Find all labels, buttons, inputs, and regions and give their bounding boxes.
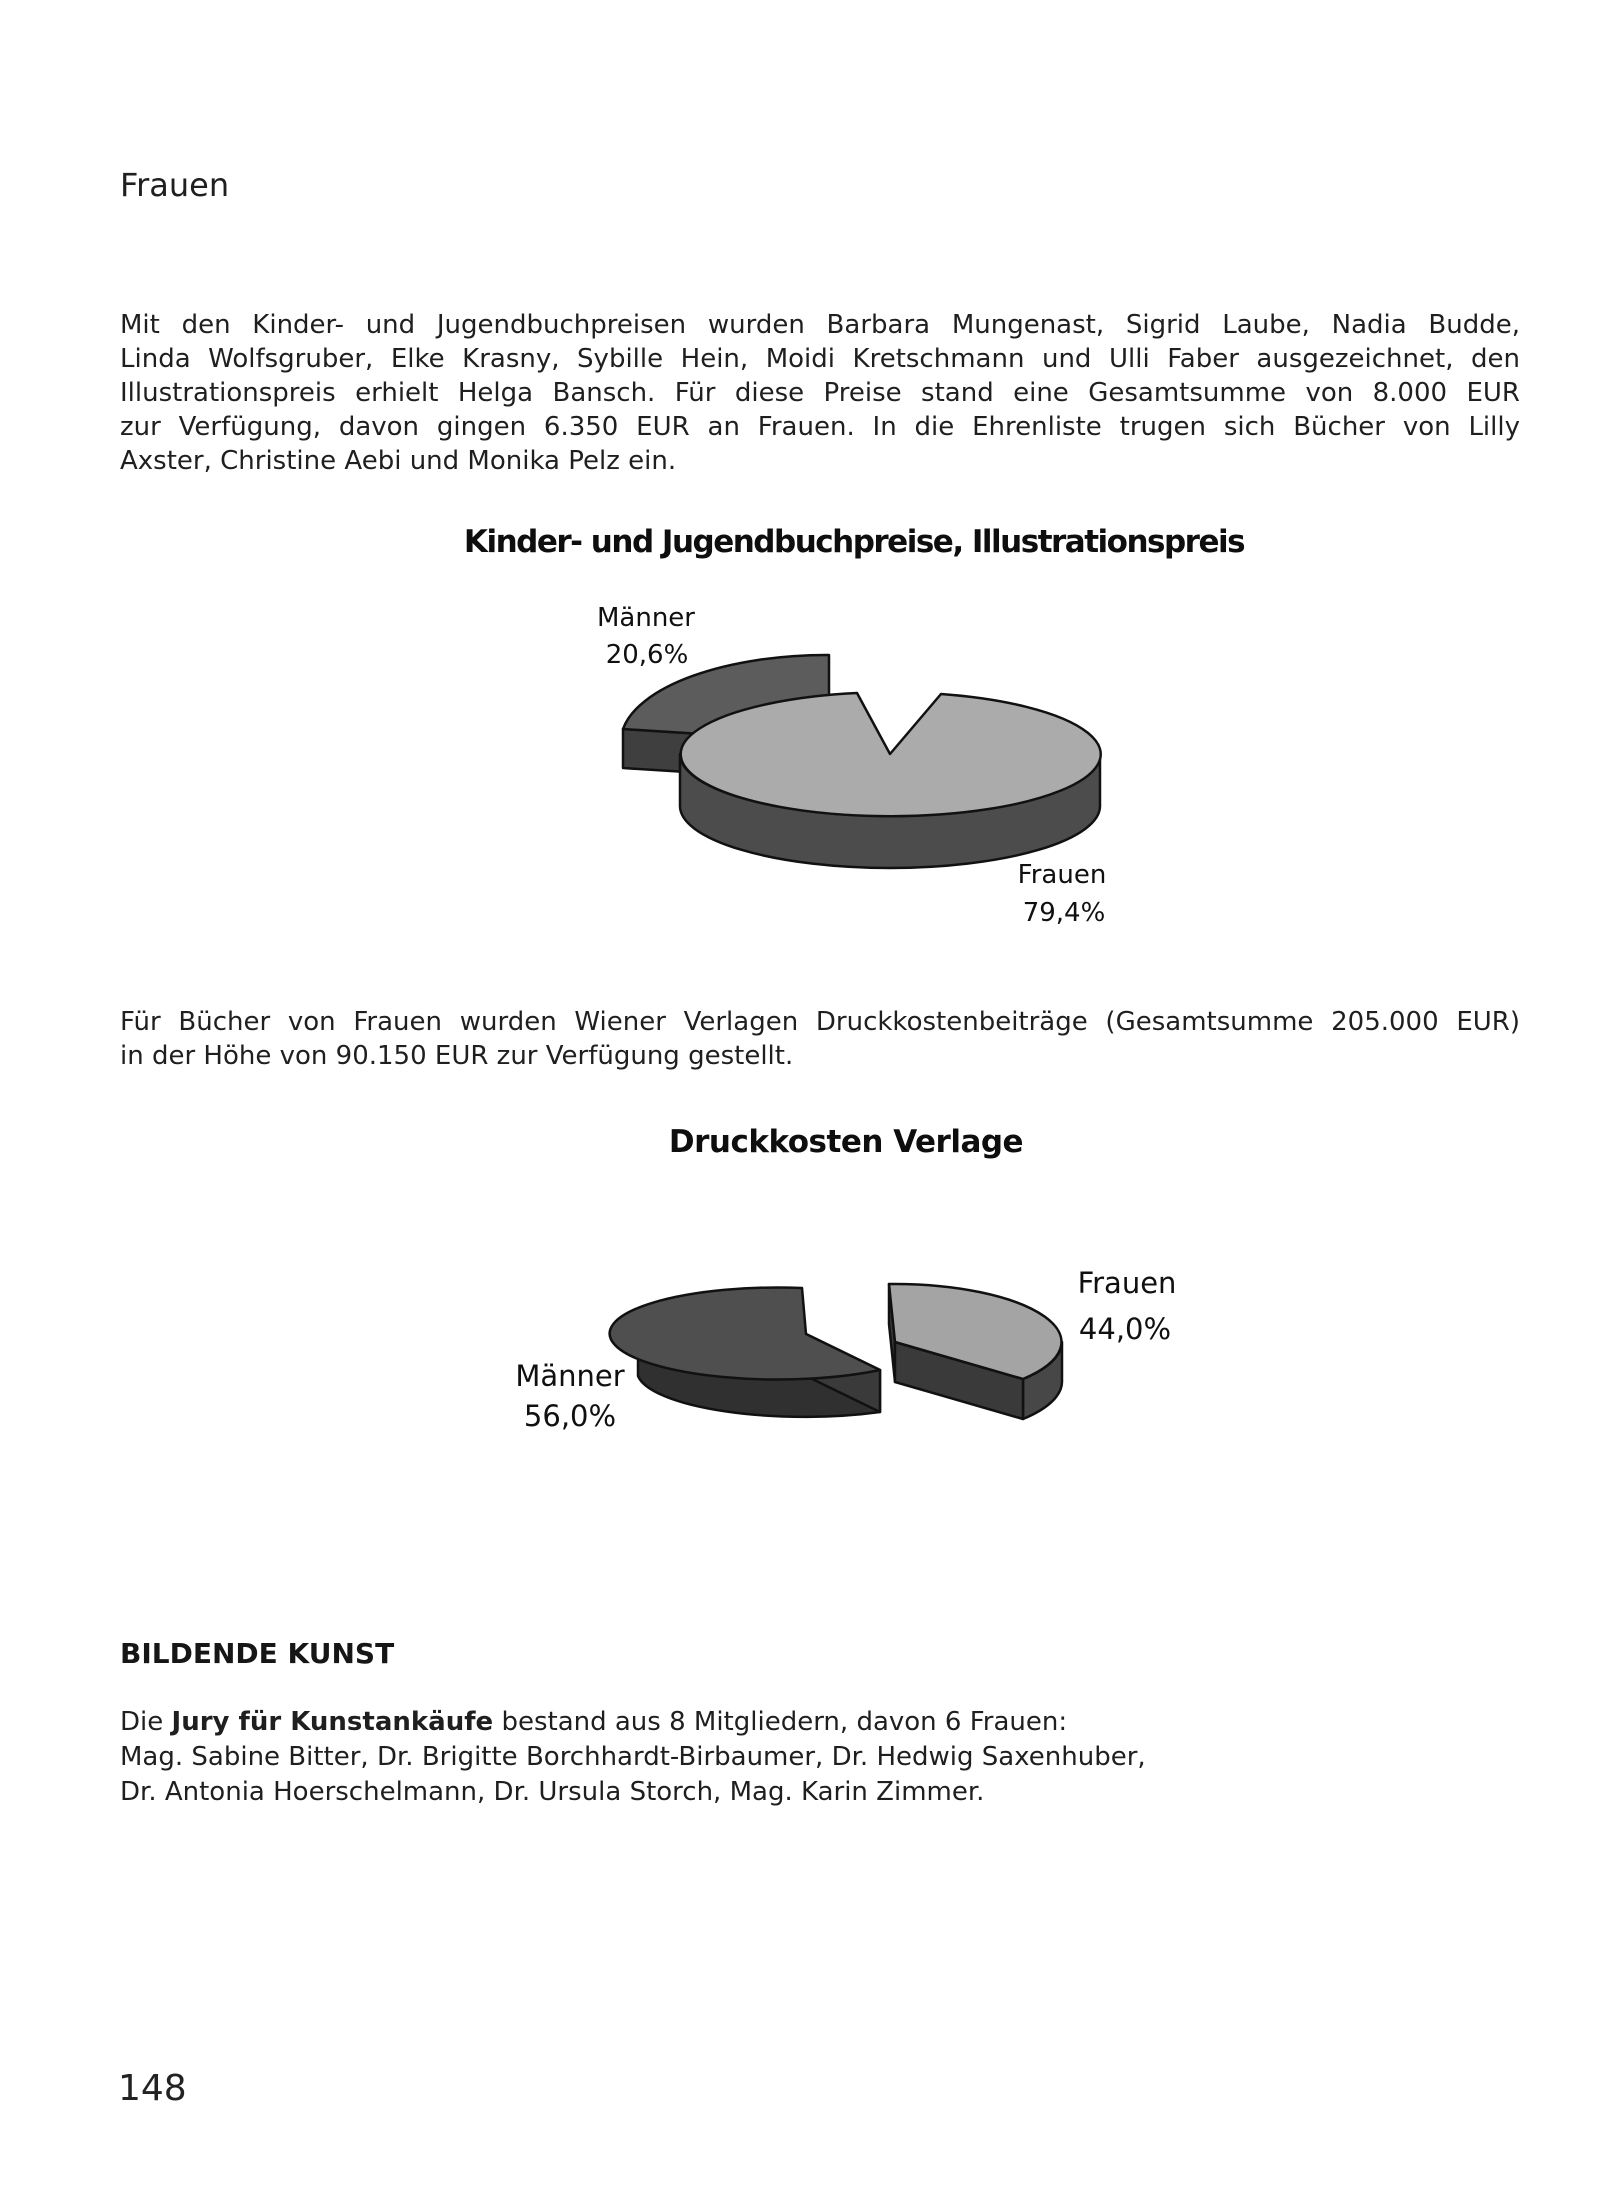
- chart1-maenner-label: Männer: [596, 603, 695, 633]
- jury-intro-prefix: Die: [120, 1707, 172, 1737]
- paragraph-line: zur Verfügung, davon gingen 6.350 EUR an Frauen. In die Ehrenliste trugen sich Bücher von Lilly: [120, 412, 1520, 442]
- chart1-maenner-value: 20,6%: [605, 640, 689, 670]
- chart2-maenner-value: 56,0%: [523, 1399, 617, 1433]
- paragraph-line: Mag. Sabine Bitter, Dr. Brigitte Borchhardt-Birbaumer, Dr. Hedwig Saxenhuber,: [120, 1742, 1146, 1772]
- paragraph-awards: [120, 308, 1520, 478]
- chart1-frauen-slice-top: [681, 693, 1101, 816]
- chart1-frauen-label: Frauen: [1017, 860, 1107, 890]
- chart1-frauen-value: 79,4%: [1022, 898, 1106, 928]
- chart2-title: Druckkosten Verlage: [668, 1124, 1024, 1160]
- paragraph-line: Linda Wolfsgruber, Elke Krasny, Sybille Hein, Moidi Kretschmann und Ulli Faber ausgezeichnet, den: [120, 344, 1520, 374]
- paragraph-printing-costs: [120, 1005, 1520, 1073]
- paragraph-line: Für Bücher von Frauen wurden Wiener Verlagen Druckkostenbeiträge (Gesamtsumme 205.000 EUR): [120, 1007, 1520, 1037]
- chart2-frauen-label: Frauen: [1077, 1266, 1177, 1300]
- jury-intro-suffix: bestand aus 8 Mitgliedern, davon 6 Frauen:: [493, 1707, 1068, 1737]
- jury-intro-bold: Jury für Kunstankäufe: [171, 1707, 494, 1737]
- paragraph-line: Axster, Christine Aebi und Monika Pelz ein.: [120, 446, 677, 476]
- page-number: 148: [118, 2068, 187, 2109]
- paragraph-line: in der Höhe von 90.150 EUR zur Verfügung gestellt.: [120, 1041, 794, 1071]
- page-heading: Frauen: [120, 166, 230, 204]
- paragraph-line: [120, 1705, 1520, 1740]
- paragraph-line: Dr. Antonia Hoerschelmann, Dr. Ursula Storch, Mag. Karin Zimmer.: [120, 1777, 985, 1807]
- paragraph-line: Illustrationspreis erhielt Helga Bansch. Für diese Preise stand eine Gesamtsumme von 8.000 EUR: [120, 378, 1520, 408]
- chart1-title: Kinder- und Jugendbuchpreise, Illustrationspreis: [463, 524, 1245, 560]
- paragraph-jury: [120, 1705, 1520, 1810]
- chart2-maenner-label: Männer: [515, 1359, 625, 1393]
- chart2-frauen-value: 44,0%: [1078, 1312, 1172, 1346]
- paragraph-line: Mit den Kinder- und Jugendbuchpreisen wurden Barbara Mungenast, Sigrid Laube, Nadia Budde,: [120, 310, 1520, 340]
- section-heading-bildende-kunst: BILDENDE KUNST: [120, 1637, 395, 1670]
